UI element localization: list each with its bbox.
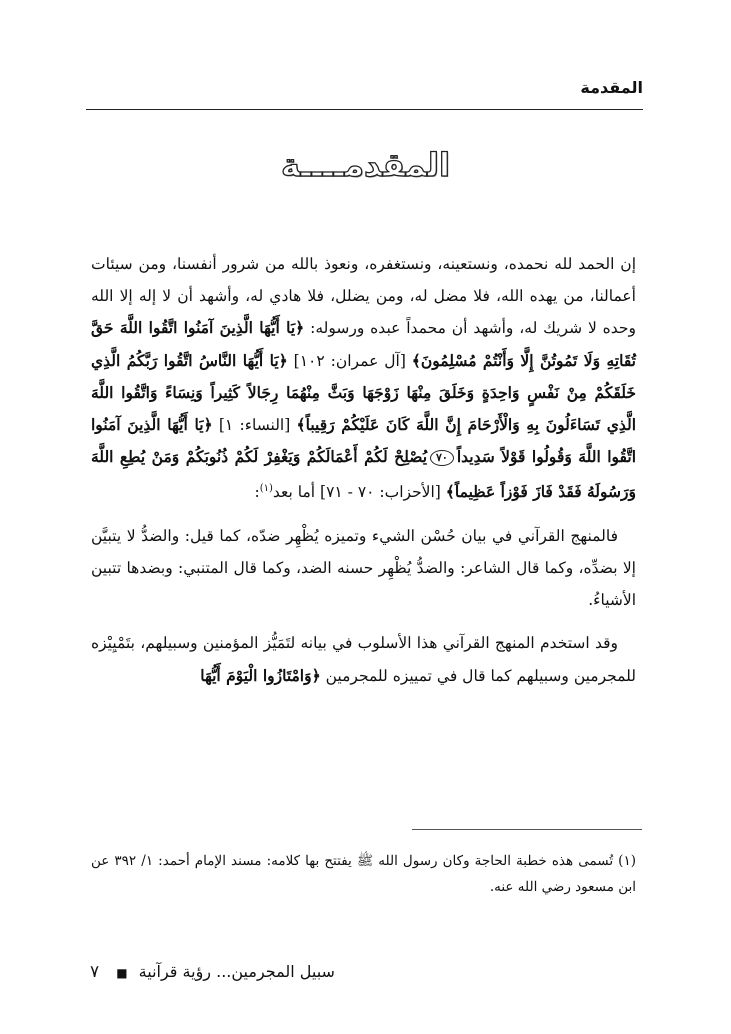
ayah-ahzab-part-2: يُصْلِحْ لَكُمْ أَعْمَالَكُمْ وَيَغْفِرْ لَكُمْ ذُنُوبَكُمْ وَمَنْ يُطِعِ اللَّهَ وَرَسُولَهُ فَقَدْ فَازَ فَوْزاً عَظِيماً﴾ xyxy=(91,447,636,502)
method-text: فالمنهج القرآني في بيان حُسْن الشيء وتميزه يُظْهِر ضدّه، كما قيل: والضدُّ لا يتبيَّن إلا بضدِّه، وكما قال الشاعر: والضدُّ يُظْهِر حسنه الضد، وكما قال المتنبي: وبضدها تتبين الأشياءُ. xyxy=(91,526,636,610)
opening-text: إن الحمد لله نحمده، ونستعينه، ونستغفره، ونعوذ بالله من شرور أنفسنا، ومن سيئات أعمالنا، من يهده الله، فلا مضل له، ومن يضلل، فلا هادي له، وأشهد أن لا إله إلا الله وحده لا شريك له، وأشهد أن محمداً عبده ورسوله: xyxy=(91,255,636,338)
paragraph-usage xyxy=(91,627,636,691)
ref-aal-imran: [آل عمران: ١٠٢] xyxy=(287,351,412,370)
paragraph-opening xyxy=(91,248,636,509)
body-text xyxy=(91,248,636,692)
ref-ahzab: [الأحزاب: ٧٠ - ٧١] أما بعد xyxy=(272,483,446,502)
ayah-ahzab-part-1: ﴿يَا أَيُّهَا الَّذِينَ آمَنُوا اتَّقُوا اللَّهَ وَقُولُوا قَوْلاً سَدِيداً xyxy=(91,415,636,467)
header-rule xyxy=(86,109,643,110)
footnote-reference[interactable]: (١) xyxy=(259,483,273,495)
usage-text: وقد استخدم المنهج القرآني هذا الأسلوب في بيانه لتَمَيُّز المؤمنين وسبيلهم، بتَمْيِيْزه للمجرمين وسبيلهم كما قال في تمييزه للمجرمين xyxy=(91,634,636,685)
footer-separator: ■ xyxy=(116,966,128,980)
page-footer xyxy=(90,962,335,982)
ayah-nisa: ﴿يَا أَيُّهَا النَّاسُ اتَّقُوا رَبَّكُمُ الَّذِي خَلَقَكُمْ مِنْ نَفْسٍ وَاحِدَةٍ وَخَلَقَ مِنْهَا زَوْجَهَا وَبَثَّ مِنْهُمَا رِجَالاً كَثِيراً وَنِسَاءً وَاتَّقُوا اللَّهَ الَّذِي تَسَاءَلُونَ بِهِ وَالْأَرْحَامَ إِنَّ اللَّهَ كَانَ عَلَيْكُمْ رَقِيباً﴾ xyxy=(91,350,636,435)
footnote xyxy=(91,848,636,900)
footer-book-title: سبيل المجرمين... رؤية قرآنية xyxy=(138,962,335,981)
page-number: ٧ xyxy=(90,962,100,982)
footnote-rule xyxy=(412,829,642,830)
footnote-text: (١) تُسمى هذه خطبة الحاجة وكان رسول الله ﷺ يفتتح بها كلامه: مسند الإمام أحمد: ١/ ٣٩٢ عن ابن مسعود رضي الله عنه. xyxy=(91,853,636,895)
running-header-title: المقدمة xyxy=(580,78,643,97)
chapter-title: المقدمــــة xyxy=(281,146,450,184)
paragraph-method xyxy=(91,520,636,617)
ref-nisa: [النساء: ١] xyxy=(212,416,297,435)
ayah-yasin: ﴿وَامْتَازُوا الْيَوْمَ أَيُّهَا xyxy=(200,665,321,685)
ayah-aal-imran: ﴿يَا أَيُّهَا الَّذِينَ آمَنُوا اتَّقُوا اللَّهَ حَقَّ تُقَاتِهِ وَلَا تَمُوتُنَّ إِلَّا وَأَنْتُمْ مُسْلِمُونَ﴾ xyxy=(91,318,636,370)
opening-ending: : xyxy=(254,483,260,502)
verse-number-marker: ٧٠ xyxy=(430,450,454,466)
